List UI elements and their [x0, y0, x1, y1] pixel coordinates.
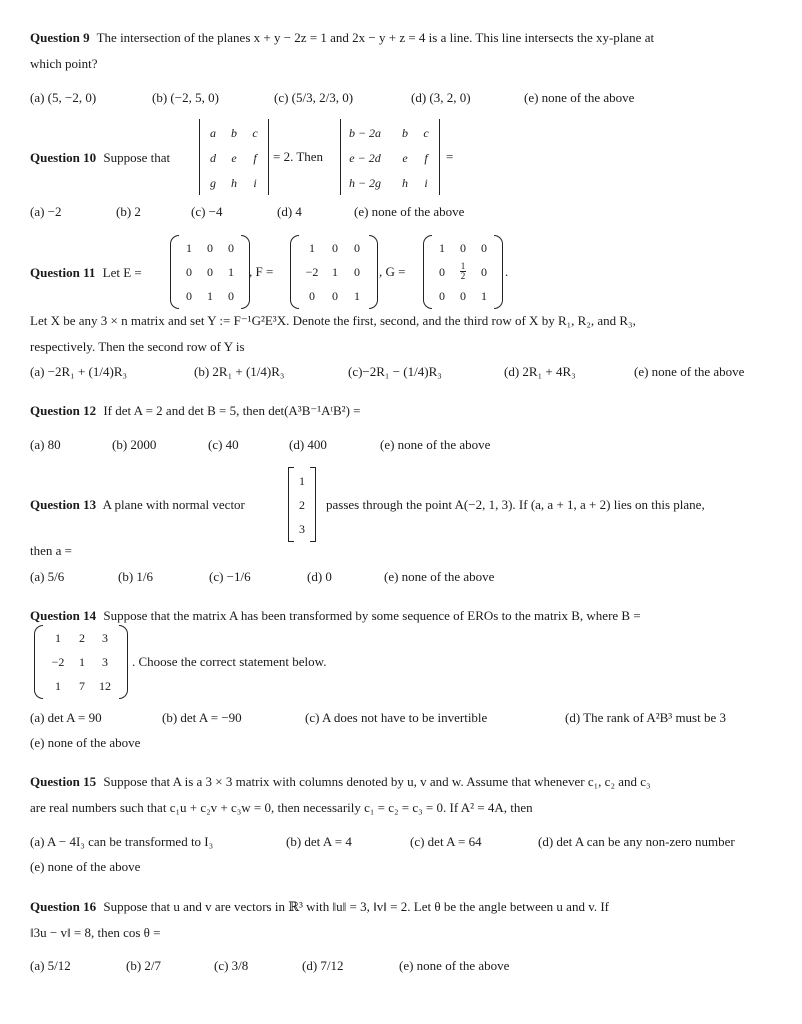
q11-option-c: (c)−2R₁ − (1/4)R₃ — [348, 364, 442, 379]
q15-option-c: (c) det A = 64 — [410, 834, 482, 849]
q15-option-b: (b) det A = 4 — [286, 834, 352, 849]
normal-vector: 1 2 3 — [288, 467, 316, 542]
equals-sign: = — [446, 149, 454, 164]
q13-option-b: (b) 1/6 — [118, 569, 154, 584]
question-label: Question 16 — [30, 899, 97, 914]
q11-option-b: (b) 2R₁ + (1/4)R₃ — [194, 364, 285, 379]
g-equals: , G = — [379, 264, 406, 279]
fraction-one-half: $\frac{1}{2}$ — [460, 261, 466, 281]
question-label: Question 11 — [30, 265, 96, 280]
q9-option-a: (a) (5, −2, 0) — [30, 90, 97, 105]
q16-option-e: (e) none of the above — [399, 958, 510, 973]
q9-option-e: (e) none of the above — [524, 90, 635, 105]
question-10-text: Question 10 Suppose that — [30, 150, 171, 165]
q9-option-b: (b) (−2, 5, 0) — [152, 90, 219, 105]
question-12-text: Question 12 If det A = 2 and det B = 5, then det(A³B⁻¹AᵗB²) = — [30, 403, 361, 418]
question-15-text-cont: are real numbers such that c₁u + c₂v + c₃w = 0, then necessarily c₁ = c₂ = c₃ = 0. If A² = 4A, then — [30, 800, 533, 815]
determinant-2: b − 2a b c e − 2d e f h − 2g h i — [340, 119, 440, 195]
question-9-text: Question 9 The intersection of the planes x + y − 2z = 1 and 2x − y + z = 4 is a line. This line intersects the xy-plane at — [30, 30, 655, 45]
question-14-text-after: . Choose the correct statement below. — [132, 654, 327, 669]
question-13-text-b: passes through the point A(−2, 1, 3). If (a, a + 1, a + 2) lies on this plane, — [326, 497, 705, 512]
q10-option-d: (d) 4 — [277, 204, 302, 219]
question-label: Question 13 — [30, 497, 97, 512]
f-equals: , F = — [249, 264, 274, 279]
question-16-text-cont: ‖3u − v‖ = 8, then cos θ = — [30, 925, 161, 940]
question-15-text: Question 15 Suppose that A is a 3 × 3 matrix with columns denoted by u, v and w. Assume that whenever c₁, c₂ and c₃ — [30, 774, 651, 789]
q14-option-e: (e) none of the above — [30, 735, 141, 750]
question-label: Question 12 — [30, 403, 97, 418]
question-11-text: Question 11 Let E = — [30, 265, 142, 280]
question-9-text-cont: which point? — [30, 56, 98, 71]
question-11-text-cont2: respectively. Then the second row of Y is — [30, 339, 245, 354]
q16-option-b: (b) 2/7 — [126, 958, 162, 973]
matrix-e: 1 0 0 0 0 1 0 1 0 — [170, 235, 250, 309]
q9-option-d: (d) (3, 2, 0) — [411, 90, 471, 105]
q14-option-c: (c) A does not have to be invertible — [305, 710, 488, 725]
q10-option-e: (e) none of the above — [354, 204, 465, 219]
question-label: Question 14 — [30, 608, 97, 623]
period: . — [505, 264, 509, 279]
q12-option-e: (e) none of the above — [380, 437, 491, 452]
determinant-1: a b c d e f g h i — [199, 119, 269, 195]
q16-option-a: (a) 5/12 — [30, 958, 71, 973]
question-label: Question 9 — [30, 30, 90, 45]
q13-option-e: (e) none of the above — [384, 569, 495, 584]
det-equals-text: = 2. Then — [273, 149, 324, 164]
q12-option-c: (c) 40 — [208, 437, 239, 452]
q11-option-d: (d) 2R₁ + 4R₃ — [504, 364, 576, 379]
matrix-f: 1 0 0 −2 1 0 0 0 1 — [290, 235, 378, 309]
q12-option-d: (d) 400 — [289, 437, 327, 452]
question-13-text-cont: then a = — [30, 543, 72, 558]
q14-option-d: (d) The rank of A²B³ must be 3 — [565, 710, 727, 725]
q13-option-d: (d) 0 — [307, 569, 332, 584]
q10-option-a: (a) −2 — [30, 204, 62, 219]
q11-option-e: (e) none of the above — [634, 364, 745, 379]
matrix-b: 1 2 3 −2 1 3 1 7 12 — [34, 625, 128, 699]
q10-option-b: (b) 2 — [116, 204, 141, 219]
question-label: Question 10 — [30, 150, 97, 165]
q15-option-e: (e) none of the above — [30, 859, 141, 874]
q12-option-b: (b) 2000 — [112, 437, 157, 452]
q16-option-c: (c) 3/8 — [214, 958, 249, 973]
question-13-text: Question 13 A plane with normal vector — [30, 497, 245, 512]
q12-option-a: (a) 80 — [30, 437, 61, 452]
q15-option-a: (a) A − 4I₃ can be transformed to I₃ — [30, 834, 214, 849]
q10-option-c: (c) −4 — [191, 204, 223, 219]
question-14-text: Question 14 Suppose that the matrix A has been transformed by some sequence of EROs to the matrix B, where B = — [30, 608, 641, 623]
question-11-text-cont: Let X be any 3 × n matrix and set Y := F⁻¹G²E³X. Denote the first, second, and the third row of X by R₁, R₂, and R₃, — [30, 313, 636, 328]
q14-option-b: (b) det A = −90 — [162, 710, 242, 725]
q16-option-d: (d) 7/12 — [302, 958, 344, 973]
q13-option-a: (a) 5/6 — [30, 569, 65, 584]
q9-option-c: (c) (5/3, 2/3, 0) — [274, 90, 354, 105]
q13-option-c: (c) −1/6 — [209, 569, 251, 584]
matrix-g: 1 0 0 0 $\frac{1}{2}$ 0 0 0 1 — [423, 235, 503, 309]
q11-option-a: (a) −2R₁ + (1/4)R₃ — [30, 364, 128, 379]
q14-option-a: (a) det A = 90 — [30, 710, 102, 725]
question-label: Question 15 — [30, 774, 97, 789]
question-16-text: Question 16 Suppose that u and v are vectors in ℝ³ with ‖u‖ = 3, ‖v‖ = 2. Let θ be the angle between u and v. If — [30, 899, 610, 914]
q15-option-d: (d) det A can be any non-zero number — [538, 834, 735, 849]
